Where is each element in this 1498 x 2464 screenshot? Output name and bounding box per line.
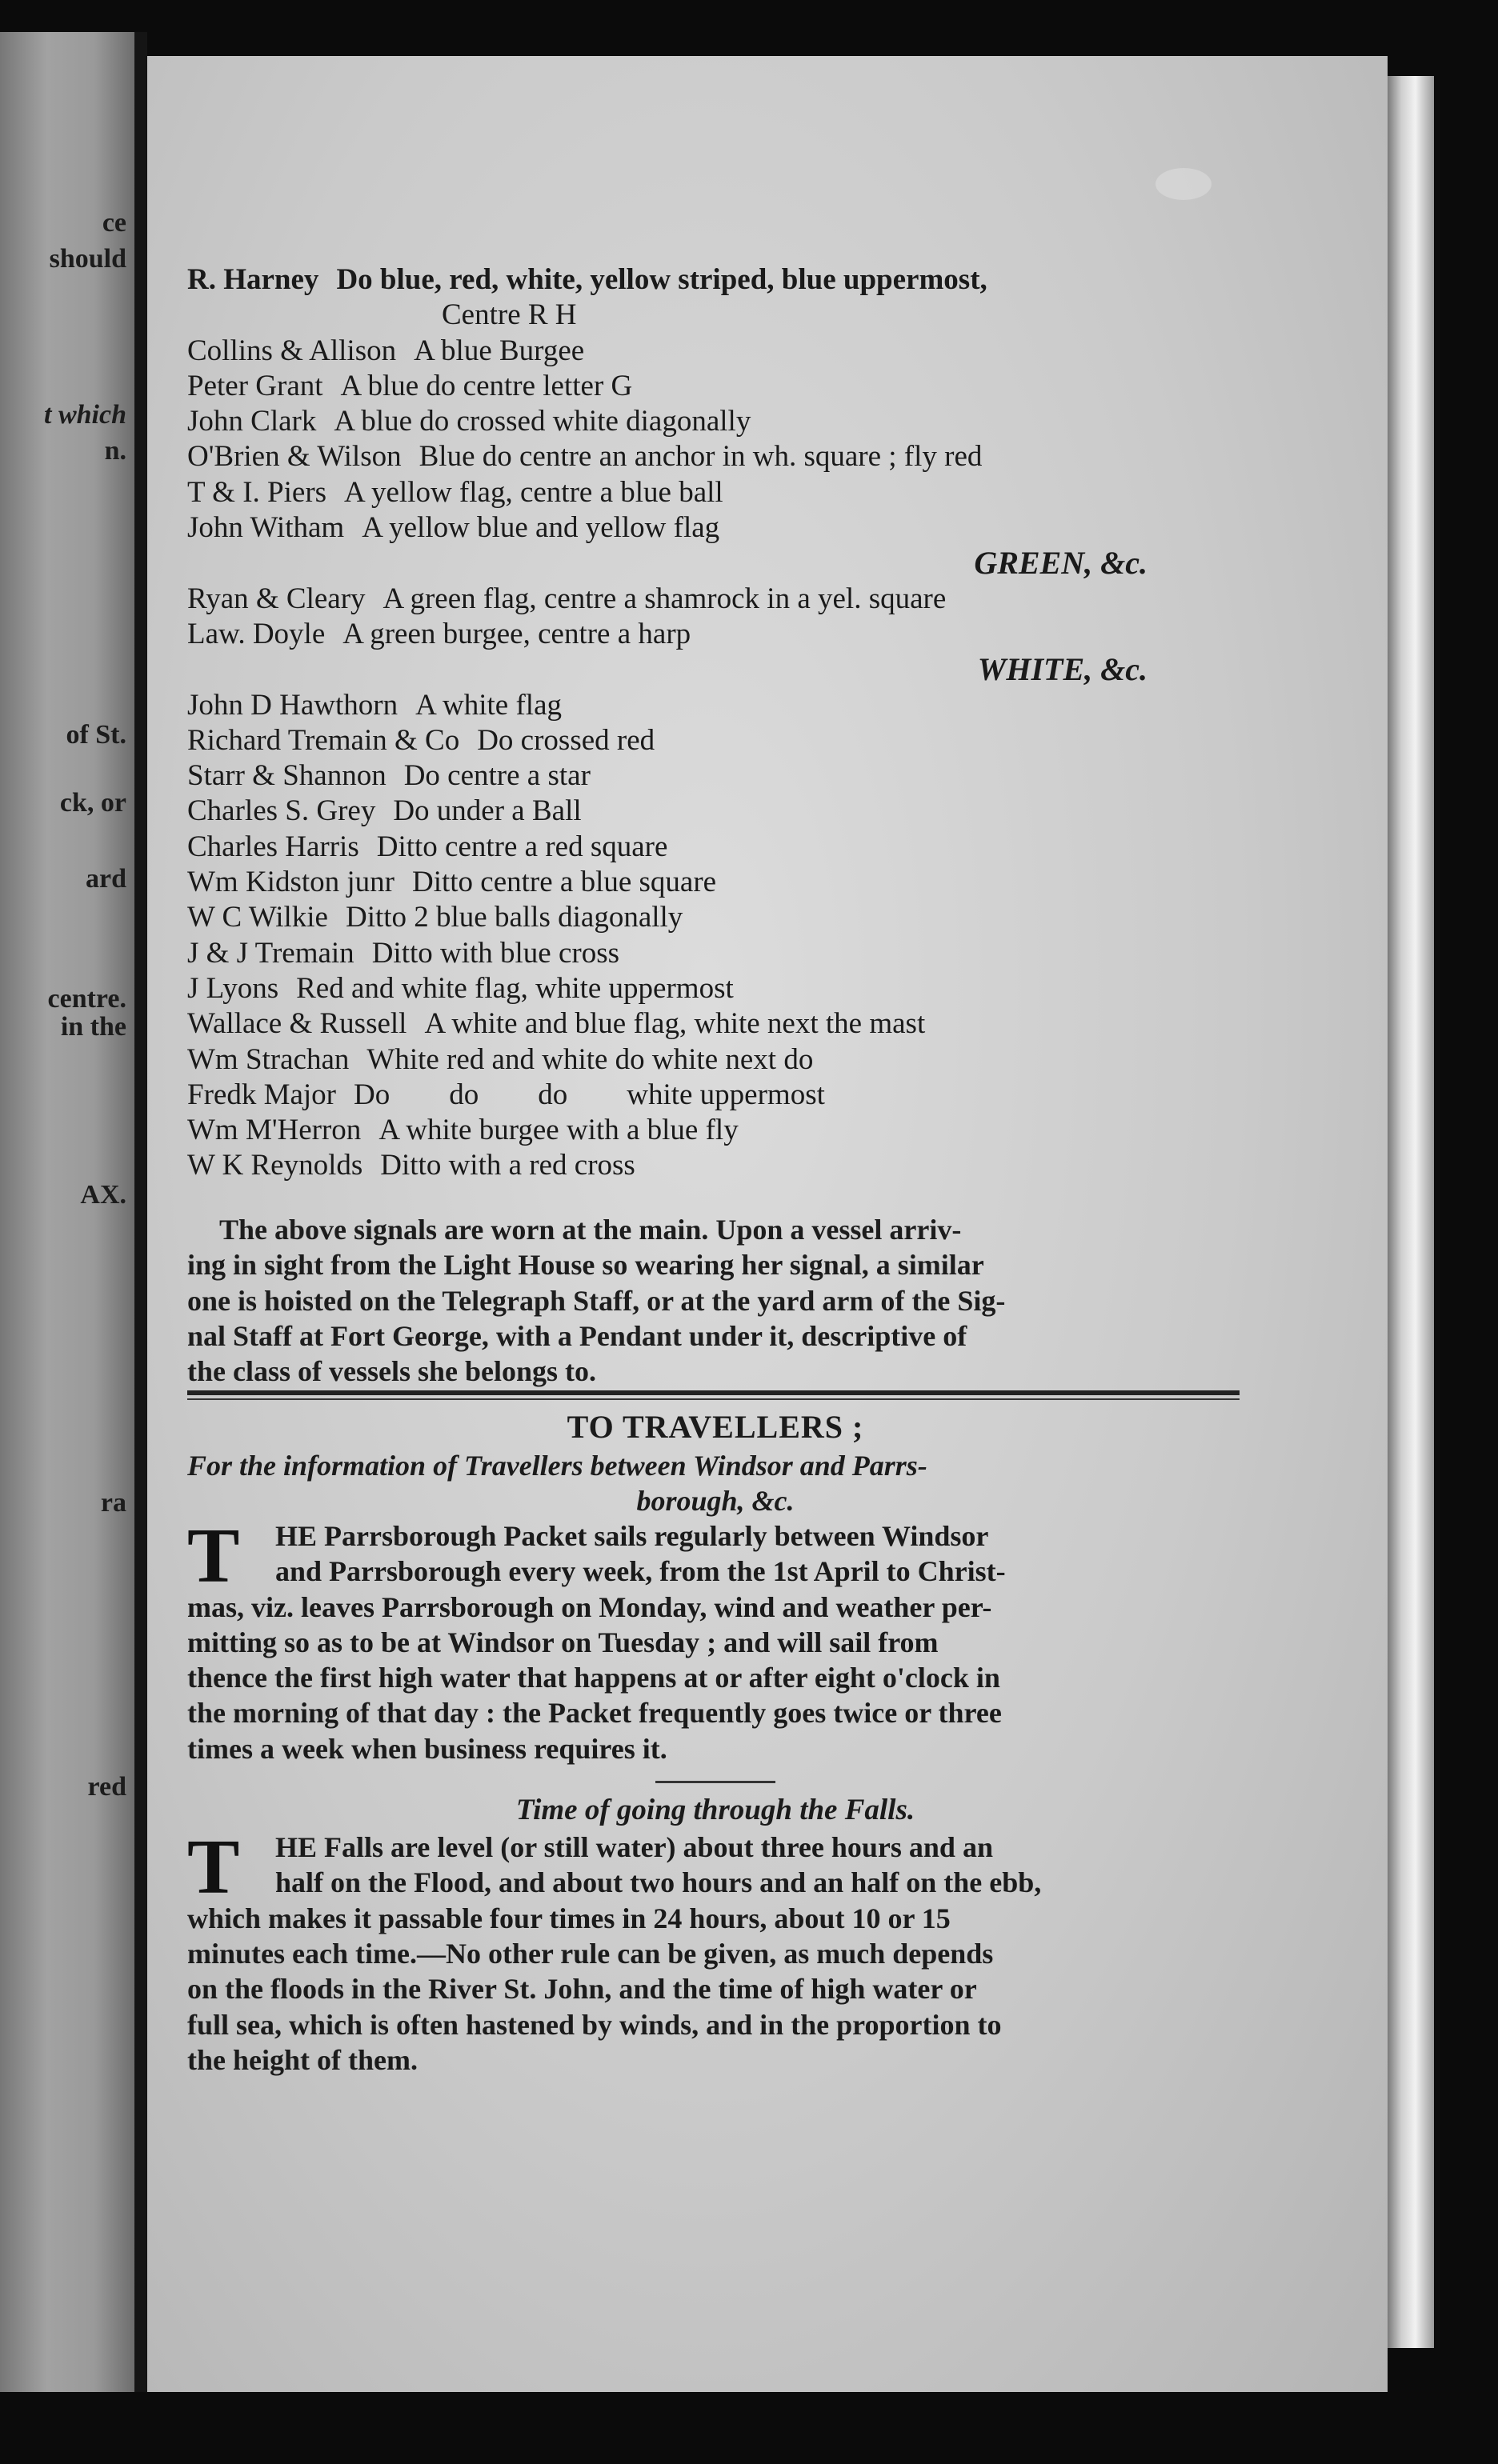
paragraph-line: and Parrsborough every week, from the 1st April to Christ- <box>275 1555 1006 1588</box>
page-edge <box>1388 76 1434 2348</box>
travellers-section <box>187 1406 1244 2078</box>
signal-entry <box>187 582 1244 617</box>
falls-dropcap: T <box>187 1824 240 1911</box>
signal-owner-name: O'Brien & Wilson <box>187 440 402 474</box>
signal-entry <box>187 617 1244 652</box>
signal-entry <box>187 794 1244 829</box>
signal-entry <box>187 439 1244 474</box>
signal-entry <box>187 298 1244 333</box>
signal-category-header: GREEN, &c. <box>974 545 1148 582</box>
signal-entry <box>187 510 1244 546</box>
paragraph-line: the height of them. <box>187 2043 418 2076</box>
signal-entry <box>187 900 1244 935</box>
signal-entry <box>187 758 1244 794</box>
paragraph-line: mas, viz. leaves Parrsborough on Monday, wind and weather per- <box>187 1590 992 1623</box>
left-page-fragment: ck, or <box>59 788 126 818</box>
signal-owner-name: Charles S. Grey <box>187 794 376 828</box>
paragraph-line: mitting so as to be at Windsor on Tuesday ; and will sail from <box>187 1626 939 1658</box>
signal-description: Ditto centre a red square <box>376 830 668 863</box>
falls-title: Time of going through the Falls. <box>515 1794 915 1827</box>
paragraph-line: the morning of that day : the Packet frequently goes twice or three <box>187 1697 1002 1730</box>
signal-owner-name: Law. Doyle <box>187 617 326 650</box>
signal-owner-name: John Witham <box>187 511 345 545</box>
signal-owner-name: R. Harney <box>187 263 319 296</box>
signal-entry <box>187 262 1244 298</box>
paragraph-line: on the floods in the River St. John, and the time of high water or <box>187 1973 977 2006</box>
left-page-fragment: AX. <box>80 1180 126 1210</box>
paragraph-line: HE Parrsborough Packet sails regularly between Windsor <box>275 1520 989 1552</box>
signal-description: Do centre a star <box>403 759 591 793</box>
signal-entry <box>187 1148 1244 1183</box>
left-page-fragment: ce <box>102 208 126 238</box>
signal-owner-name: Richard Tremain & Co <box>187 723 460 757</box>
packet-dropcap: T <box>187 1513 240 1599</box>
signal-entry <box>187 369 1244 404</box>
falls-paragraph <box>187 1824 1244 2078</box>
signal-entry <box>187 936 1244 971</box>
left-page-fragment: of St. <box>66 720 126 750</box>
signal-description: A green burgee, centre a harp <box>342 617 691 650</box>
signal-description: A green flag, centre a shamrock in a yel. square <box>383 582 947 615</box>
signal-description: Ditto with a red cross <box>380 1149 635 1182</box>
signal-category-header: WHITE, &c. <box>977 651 1148 688</box>
signal-description: Ditto with blue cross <box>371 936 620 970</box>
notice-line: The above signals are worn at the main. Upon a vessel arriv- <box>219 1214 962 1246</box>
signal-description: Red and white flag, white uppermost <box>296 971 734 1005</box>
left-page-fragment: ard <box>86 864 126 894</box>
signal-owner-name: Fredk Major <box>187 1078 336 1111</box>
packet-paragraph <box>187 1513 1244 1766</box>
paragraph-line: which makes it passable four times in 24 hours, about 10 or 15 <box>187 1902 951 1934</box>
left-page-fragment: centre. <box>47 984 126 1014</box>
signal-owner-name: Collins & Allison <box>187 334 397 367</box>
signal-description: A white flag <box>415 688 562 722</box>
signal-description: Ditto 2 blue balls diagonally <box>345 901 683 934</box>
signal-description: A yellow flag, centre a blue ball <box>344 475 723 509</box>
signal-owner-name: W K Reynolds <box>187 1149 363 1182</box>
signal-owner-name: W C Wilkie <box>187 901 328 934</box>
signal-description: White red and white do white next do <box>366 1042 814 1076</box>
signal-description: A blue do crossed white diagonally <box>334 405 751 438</box>
signal-description: A white and blue flag, white next the mast <box>424 1007 926 1041</box>
signal-owner-name: Wm Kidston junr <box>187 866 395 899</box>
travellers-subtitle-line-1: For the information of Travellers between Windsor and Parrs- <box>187 1450 927 1482</box>
signal-entry <box>187 865 1244 900</box>
signal-owner-name: Ryan & Cleary <box>187 582 366 615</box>
signal-entry <box>187 475 1244 510</box>
signal-owner-name: J Lyons <box>187 971 279 1005</box>
travellers-subtitle <box>187 1448 1244 1518</box>
notice-line: nal Staff at Fort George, with a Pendant under it, descriptive of <box>187 1319 967 1352</box>
signal-entry <box>187 334 1244 369</box>
paragraph-line: times a week when business requires it. <box>187 1732 667 1765</box>
travellers-subtitle-line-2: borough, &c. <box>636 1485 795 1517</box>
short-divider <box>655 1781 775 1783</box>
signal-entry <box>187 1113 1244 1148</box>
signal-entry <box>187 1042 1244 1078</box>
notice-line: the class of vessels she belongs to. <box>187 1355 596 1388</box>
signal-owner-name: John D Hawthorn <box>187 688 399 722</box>
signal-entry <box>187 971 1244 1006</box>
signal-entry <box>187 1078 1244 1113</box>
signal-description: Do crossed red <box>477 723 655 757</box>
signal-owner-name: John Clark <box>187 405 317 438</box>
signal-owner-name: Wm M'Herron <box>187 1114 362 1147</box>
left-page-fragment: t which <box>44 400 126 430</box>
paragraph-line: thence the first high water that happens at or after eight o'clock in <box>187 1662 1000 1694</box>
signal-entry <box>187 404 1244 439</box>
notice-line: one is hoisted on the Telegraph Staff, or at the yard arm of the Sig- <box>187 1284 1006 1317</box>
signal-entry <box>187 830 1244 865</box>
signal-entry <box>187 723 1244 758</box>
travellers-title: TO TRAVELLERS ; <box>567 1409 864 1445</box>
signal-description: Ditto centre a blue square <box>411 866 717 899</box>
signal-description: A white burgee with a blue fly <box>379 1114 739 1147</box>
section-divider <box>187 1390 1240 1395</box>
signal-owner-name: Wallace & Russell <box>187 1007 407 1041</box>
page-gutter <box>134 32 147 2392</box>
paragraph-line: minutes each time.—No other rule can be given, as much depends <box>187 1937 994 1970</box>
signal-description: A blue do centre letter G <box>340 369 633 402</box>
signal-owner-name: T & I. Piers <box>187 475 327 509</box>
signal-entry <box>187 688 1244 723</box>
signal-description: A blue Burgee <box>414 334 585 367</box>
main-page <box>147 56 1388 2392</box>
left-page-fragment: in the <box>60 1012 126 1042</box>
paragraph-line: full sea, which is often hastened by winds, and in the proportion to <box>187 2008 1002 2041</box>
signal-notice <box>187 1212 1244 1389</box>
signal-description: Do under a Ball <box>393 794 582 828</box>
signal-owner-name: Charles Harris <box>187 830 359 863</box>
notice-line: ing in sight from the Light House so wearing her signal, a similar <box>187 1249 984 1282</box>
section-divider-thin <box>187 1398 1240 1400</box>
paragraph-line: HE Falls are level (or still water) about three hours and an <box>275 1831 993 1864</box>
signal-description: Do do do white uppermost <box>354 1078 825 1111</box>
signal-description: Centre R H <box>442 298 577 332</box>
signal-owner-name: Wm Strachan <box>187 1042 350 1076</box>
signal-list <box>187 262 1244 1184</box>
paragraph-line: half on the Flood, and about two hours and an half on the ebb, <box>275 1866 1042 1899</box>
signal-description: Blue do centre an anchor in wh. square ; fly red <box>419 440 983 474</box>
signal-description: Do blue, red, white, yellow striped, blue uppermost, <box>336 263 987 296</box>
signal-owner-name: Peter Grant <box>187 369 323 402</box>
left-page-fragment: should <box>49 244 126 274</box>
left-page-fragment: red <box>87 1772 126 1802</box>
signal-entry <box>187 1006 1244 1042</box>
scan-smudge <box>1156 168 1212 200</box>
signal-owner-name: Starr & Shannon <box>187 759 387 793</box>
previous-page-fragment <box>0 32 134 2392</box>
signal-owner-name: J & J Tremain <box>187 936 354 970</box>
signal-description: A yellow blue and yellow flag <box>362 511 720 545</box>
left-page-fragment: n. <box>104 436 126 466</box>
left-page-fragment: ra <box>100 1488 126 1518</box>
